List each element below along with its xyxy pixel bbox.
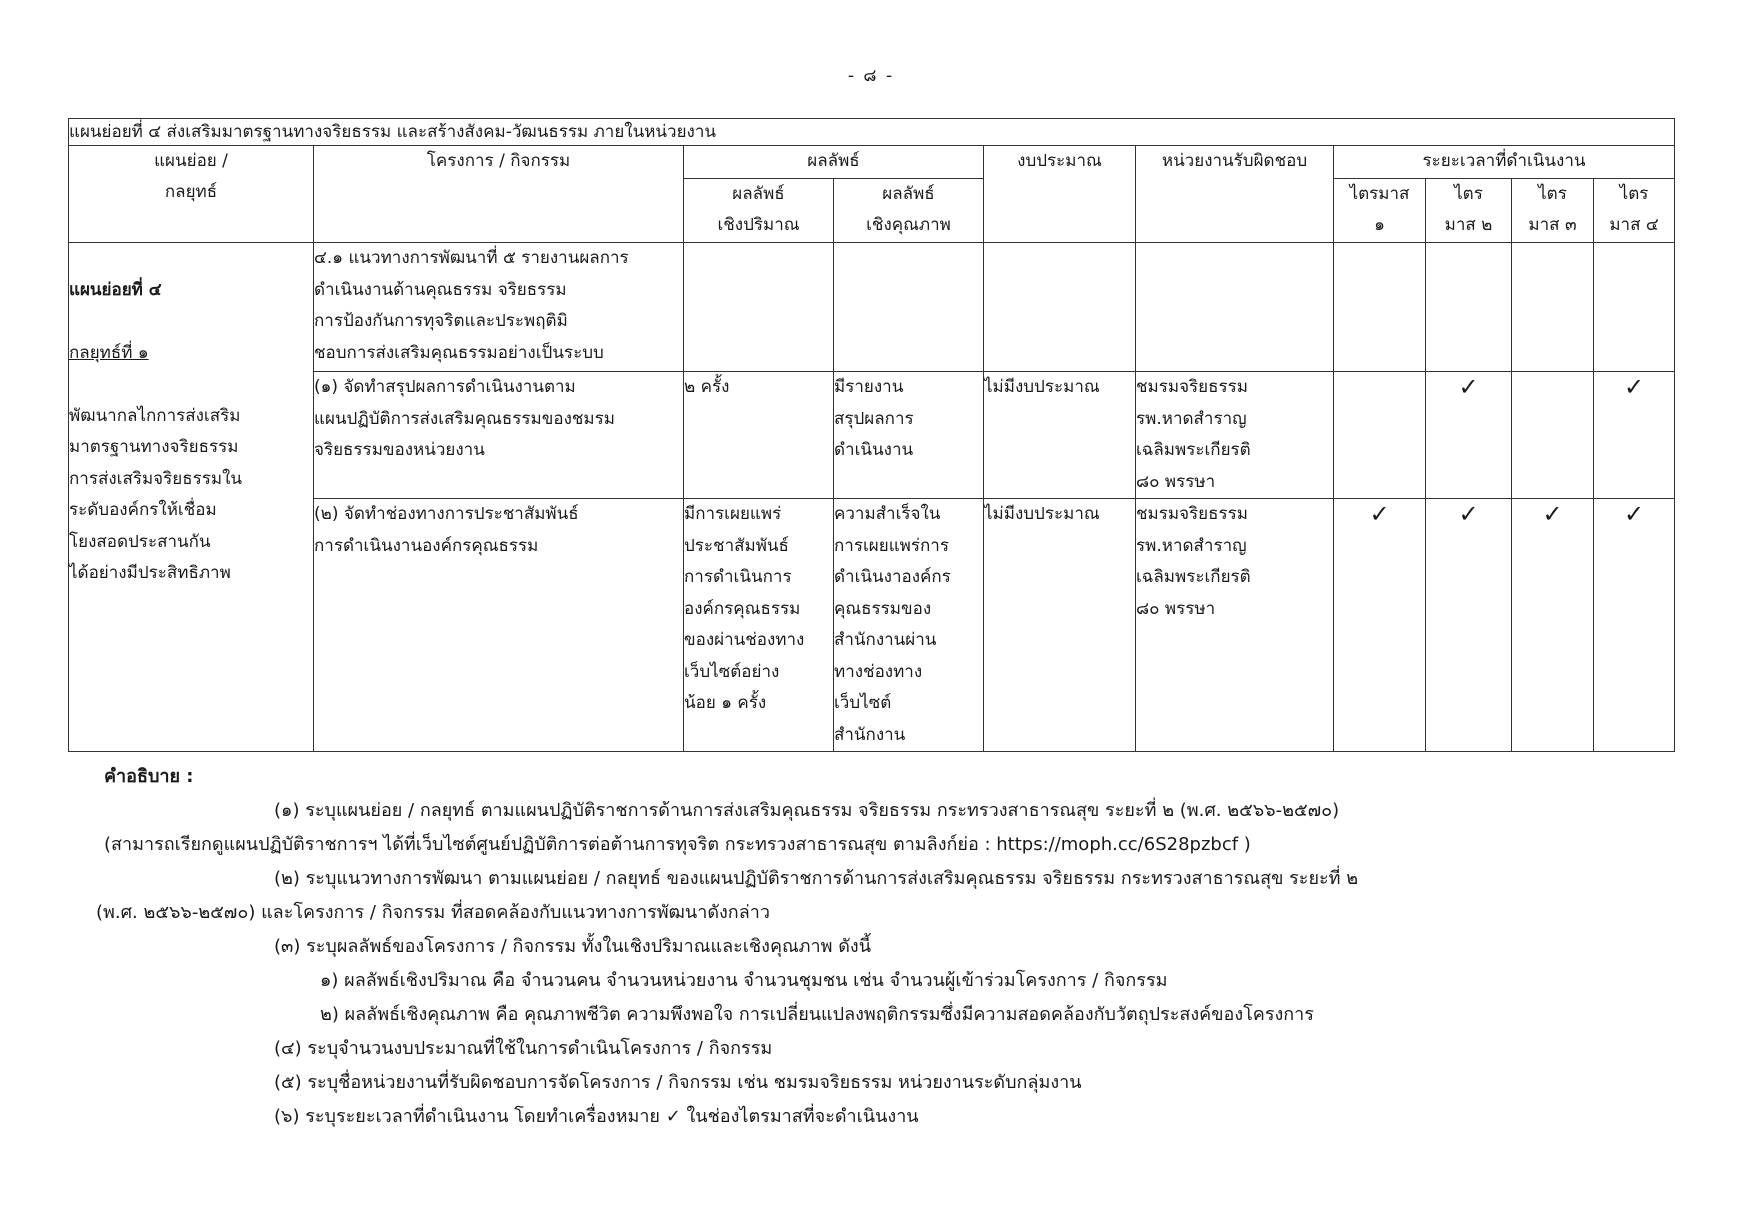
note-continuation: (สามารถเรียกดูแผนปฏิบัติราชการฯ ได้ที่เว็บไซต์ศูนย์ปฏิบัติการต่อต้านการทุจริต กระทรวงสาธารณสุข ตามลิงก์ย่อ : https://moph.cc/6S28pzbcf )	[104, 834, 1251, 855]
quantity-cell: ๒ ครั้ง	[684, 372, 834, 499]
header-responsible: หน่วยงานรับผิดชอบ	[1136, 146, 1334, 243]
note-item: (๖) ระบุระยะเวลาที่ดำเนินงาน โดยทำเครื่องหมาย ✓ ในช่องไตรมาสที่จะดำเนินงาน	[274, 1106, 919, 1127]
sub-plan-title: แผนย่อยที่ ๔	[69, 279, 162, 300]
header-q2: ไตร มาส ๒	[1426, 179, 1512, 243]
budget-cell: ไม่มีงบประมาณ	[984, 372, 1136, 499]
header-q1: ไตรมาส ๑	[1334, 179, 1426, 243]
quality-cell: มีรายงาน สรุปผลการ ดำเนินงาน	[834, 372, 984, 499]
note-continuation: (พ.ศ. ๒๕๖๖-๒๕๗๐) และโครงการ / กิจกรรม ที่สอดคล้องกับแนวทางการพัฒนาดังกล่าว	[96, 902, 770, 923]
note-subitem: ๑) ผลลัพธ์เชิงปริมาณ คือ จำนวนคน จำนวนหน่วยงาน จำนวนชุมชน เช่น จำนวนผู้เข้าร่วมโครงการ / กิจกรรม	[320, 970, 1168, 991]
note-item: (๕) ระบุชื่อหน่วยงานที่รับผิดชอบการจัดโครงการ / กิจกรรม เช่น ชมรมจริยธรรม หน่วยงานระดับกลุ่มงาน	[274, 1072, 1082, 1093]
strategy-label: กลยุทธ์ที่ ๑	[69, 342, 149, 363]
guideline-cell: ๔.๑ แนวทางการพัฒนาที่ ๕ รายงานผลการ ดำเนินงานด้านคุณธรรม จริยธรรม การป้องกันการทุจริตและประพฤติมิ ชอบการส่งเสริมคุณธรรมอย่างเป็นระบบ	[314, 243, 684, 372]
plan-title: แผนย่อยที่ ๔ ส่งเสริมมาตรฐานทางจริยธรรม และสร้างสังคม-วัฒนธรรม ภายในหน่วยงาน	[69, 119, 1675, 146]
header-q4: ไตร มาส ๔	[1594, 179, 1675, 243]
notes-title: คำอธิบาย :	[104, 766, 194, 787]
sub-plan-cell	[69, 243, 314, 752]
check-mark-q3: ✓	[1512, 499, 1594, 752]
sub-plan-description: พัฒนากลไกการส่งเสริม มาตรฐานทางจริยธรรม การส่งเสริมจริยธรรมใน ระดับองค์กรให้เชื่อม โยงสอดประสานกัน ได้อย่างมีประสิทธิภาพ	[69, 405, 242, 583]
budget-cell: ไม่มีงบประมาณ	[984, 499, 1136, 752]
header-output-quantity: ผลลัพธ์ เชิงปริมาณ	[684, 179, 834, 243]
note-item: (๔) ระบุจำนวนงบประมาณที่ใช้ในการดำเนินโครงการ / กิจกรรม	[274, 1038, 773, 1059]
note-item: (๓) ระบุผลลัพธ์ของโครงการ / กิจกรรม ทั้งในเชิงปริมาณและเชิงคุณภาพ ดังนี้	[274, 936, 872, 957]
table-row	[69, 243, 1675, 372]
header-budget: งบประมาณ	[984, 146, 1136, 243]
note-subitem: ๒) ผลลัพธ์เชิงคุณภาพ คือ คุณภาพชีวิต ความพึงพอใจ การเปลี่ยนแปลงพฤติกรรมซึ่งมีความสอดคล้องกับวัตถุประสงค์ของโครงการ	[320, 1004, 1314, 1025]
check-mark-q2: ✓	[1426, 499, 1512, 752]
responsible-cell: ชมรมจริยธรรม รพ.หาดสำราญ เฉลิมพระเกียรติ ๘๐ พรรษา	[1136, 499, 1334, 752]
page-number: - ๘ -	[847, 66, 895, 86]
note-item: (๒) ระบุแนวทางการพัฒนา ตามแผนย่อย / กลยุทธ์ ของแผนปฏิบัติราชการด้านการส่งเสริมคุณธรรม จริยธรรม กระทรวงสาธารณสุข ระยะที่ ๒	[274, 868, 1359, 889]
project-cell: (๑) จัดทำสรุปผลการดำเนินงานตาม แผนปฏิบัติการส่งเสริมคุณธรรมของชมรม จริยธรรมของหน่วยงาน	[314, 372, 684, 499]
header-timeline: ระยะเวลาที่ดำเนินงาน	[1334, 146, 1675, 179]
notes-section	[96, 760, 1664, 1134]
check-mark-q4: ✓	[1594, 372, 1675, 499]
header-sub-plan: แผนย่อย / กลยุทธ์	[69, 146, 314, 243]
check-mark-q4: ✓	[1594, 499, 1675, 752]
plan-table	[68, 118, 1675, 752]
quality-cell: ความสำเร็จใน การเผยแพร่การ ดำเนินงาองค์กร คุณธรรมของ สำนักงานผ่าน ทางช่องทาง เว็บไซต์ สำนักงาน	[834, 499, 984, 752]
header-q3: ไตร มาส ๓	[1512, 179, 1594, 243]
check-mark-q1: ✓	[1334, 499, 1426, 752]
check-mark-q1	[1334, 372, 1426, 499]
responsible-cell: ชมรมจริยธรรม รพ.หาดสำราญ เฉลิมพระเกียรติ ๘๐ พรรษา	[1136, 372, 1334, 499]
quantity-cell: มีการเผยแพร่ ประชาสัมพันธ์ การดำเนินการ องค์กรคุณธรรม ของผ่านช่องทาง เว็บไซต์อย่าง น้อย ๑ ครั้ง	[684, 499, 834, 752]
check-mark-q2: ✓	[1426, 372, 1512, 499]
note-item: (๑) ระบุแผนย่อย / กลยุทธ์ ตามแผนปฏิบัติราชการด้านการส่งเสริมคุณธรรม จริยธรรม กระทรวงสาธารณสุข ระยะที่ ๒ (พ.ศ. ๒๕๖๖-๒๕๗๐)	[274, 800, 1340, 821]
project-cell: (๒) จัดทำช่องทางการประชาสัมพันธ์ การดำเนินงานองค์กรคุณธรรม	[314, 499, 684, 752]
header-project: โครงการ / กิจกรรม	[314, 146, 684, 243]
header-outputs: ผลลัพธ์	[684, 146, 984, 179]
check-mark-q3	[1512, 372, 1594, 499]
header-output-quality: ผลลัพธ์ เชิงคุณภาพ	[834, 179, 984, 243]
